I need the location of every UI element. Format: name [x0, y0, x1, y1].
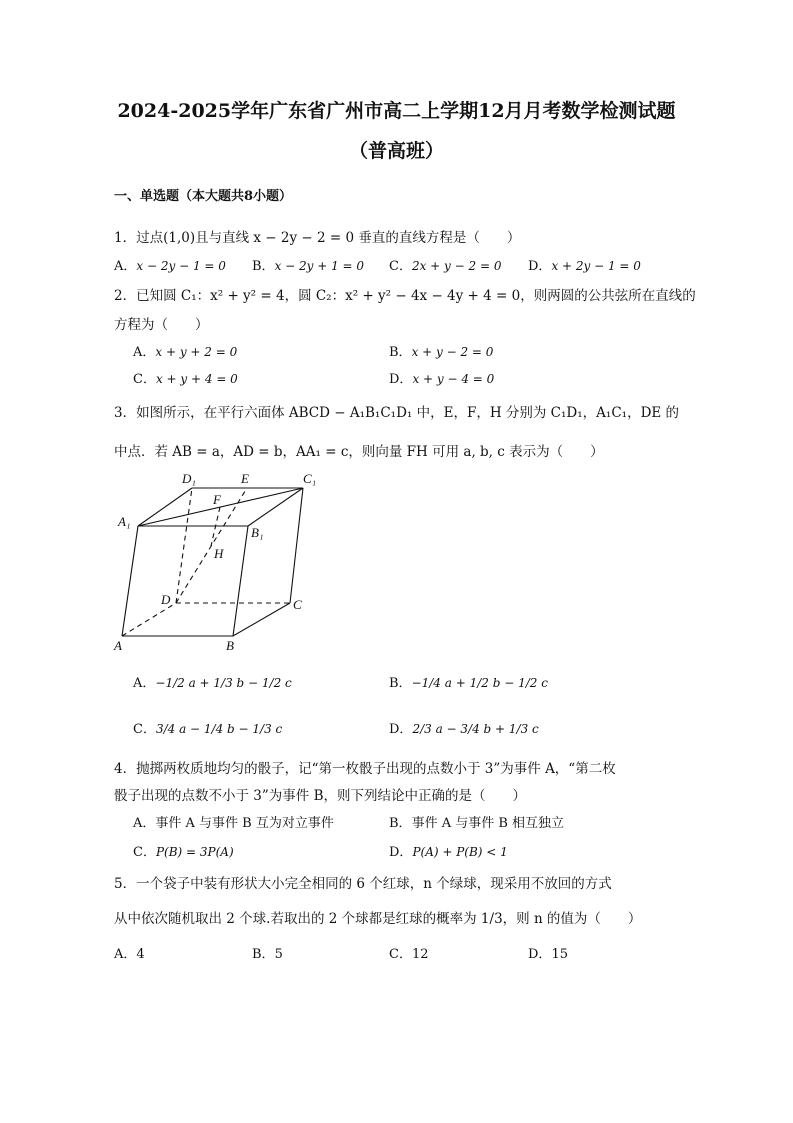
option-value: 4: [136, 947, 145, 962]
option-expr: x + y − 4 = 0: [412, 372, 495, 386]
option-expr: P(A) + P(B) < 1: [412, 845, 508, 859]
option-label: A．: [133, 345, 156, 360]
question-3-line2: 中点．若 AB = a，AD = b，AA₁ = c，则向量 FH 可用 a, b, c 表示为（ ）: [114, 444, 604, 460]
option-label: A．: [114, 947, 137, 962]
option-label: A．: [114, 259, 137, 274]
vertex-label-C: C: [293, 597, 302, 612]
q2-option-b[interactable]: [389, 341, 493, 360]
point-label-H: H: [214, 546, 224, 561]
edge-C1-C: [290, 488, 303, 603]
option-value: 15: [551, 947, 568, 962]
option-label: D．: [528, 947, 552, 962]
q5-option-c[interactable]: [389, 943, 429, 962]
option-label: C．: [133, 845, 156, 860]
page-subtitle: （普高班）: [348, 140, 444, 162]
question-3-line1: 3．如图所示，在平行六面体 ABCD − A₁B₁C₁D₁ 中，E，F，H 分别为 C₁D₁，A₁C₁，DE 的: [114, 405, 680, 421]
q2-option-d[interactable]: [389, 368, 494, 387]
edge-A1-A: [122, 526, 138, 636]
option-expr: P(B) = 3P(A): [155, 845, 234, 859]
option-expr: −1/2 a + 1/3 b − 1/2 c: [155, 676, 292, 690]
question-4-line1: 4．抛掷两枚质地均匀的骰子，记“第一枚骰子出现的点数小于 3”为事件 A，“第二枚: [114, 761, 616, 777]
q2-option-c[interactable]: [133, 368, 238, 387]
section-heading: 一、单选题（本大题共8小题）: [114, 189, 293, 204]
q4-option-d[interactable]: [389, 841, 508, 860]
q1-option-c[interactable]: [389, 255, 501, 274]
option-label: B．: [252, 259, 275, 274]
point-label-F: F: [213, 492, 221, 507]
option-label: B．: [252, 947, 275, 962]
option-label: C．: [389, 259, 412, 274]
question-4-line2: 骰子出现的点数不小于 3”为事件 B，则下列结论中正确的是（ ）: [114, 788, 526, 804]
option-label: D．: [389, 372, 413, 387]
q3-option-a[interactable]: [133, 672, 292, 691]
q1-option-b[interactable]: [252, 255, 364, 274]
option-value: 5: [274, 947, 283, 962]
q3-option-b[interactable]: [389, 672, 548, 691]
q4-option-b[interactable]: [389, 812, 564, 831]
option-expr: x + y + 4 = 0: [155, 372, 238, 386]
vertex-label-D: D: [161, 592, 171, 607]
question-5-line2: 从中依次随机取出 2 个球.若取出的 2 个球都是红球的概率为 1/3，则 n 的值为（ ）: [114, 911, 642, 927]
option-expr: x − 2y − 1 = 0: [136, 259, 226, 273]
q5-option-b[interactable]: [252, 943, 283, 962]
q2-option-a[interactable]: [133, 341, 237, 360]
vertex-label-A1: A₁: [118, 514, 131, 529]
option-expr: −1/4 a + 1/2 b − 1/2 c: [411, 676, 548, 690]
q1-option-d[interactable]: [528, 255, 641, 274]
edge-B1-B: [233, 526, 248, 636]
edge-B-C: [233, 603, 290, 636]
q1-option-a[interactable]: [114, 255, 226, 274]
q5-option-d[interactable]: [528, 943, 568, 962]
option-label: C．: [133, 372, 156, 387]
option-expr: 2x + y − 2 = 0: [411, 259, 502, 273]
option-expr: 2/3 a − 3/4 b + 1/3 c: [412, 722, 539, 736]
option-label: A．: [133, 816, 156, 831]
option-label: B．: [389, 816, 412, 831]
option-expr: 3/4 a − 1/4 b − 1/3 c: [155, 722, 283, 736]
vertex-label-D1: D₁: [182, 471, 196, 486]
edge-B1-C1: [248, 488, 303, 526]
q3-option-c[interactable]: [133, 718, 282, 737]
q4-option-c[interactable]: [133, 841, 234, 860]
option-value: 12: [411, 947, 429, 962]
point-label-E: E: [241, 471, 249, 486]
vertex-label-C1: C₁: [303, 471, 317, 486]
option-expr: x + 2y − 1 = 0: [551, 259, 641, 273]
question-5-line1: 5．一个袋子中装有形状大小完全相同的 6 个红球，n 个绿球，现采用不放回的方式: [114, 876, 612, 892]
option-expr: x + y − 2 = 0: [411, 345, 494, 359]
q5-option-a[interactable]: [114, 943, 145, 962]
question-2-line1: 2．已知圆 C₁：x² + y² = 4，圆 C₂：x² + y² − 4x − 4y + 4 = 0，则两圆的公共弦所在直线的: [114, 288, 696, 304]
vertex-label-B1: B₁: [251, 525, 264, 540]
question-2-line2: 方程为（ ）: [114, 317, 209, 333]
parallelepiped-figure: [110, 470, 330, 660]
option-label: C．: [389, 947, 412, 962]
q4-option-a[interactable]: [133, 812, 334, 831]
option-label: D．: [389, 845, 413, 860]
option-label: A．: [133, 676, 156, 691]
option-text: 事件 A 与事件 B 互为对立事件: [155, 816, 334, 831]
option-expr: x − 2y + 1 = 0: [274, 259, 365, 273]
edge-D-D1: [176, 488, 192, 603]
q3-option-d[interactable]: [389, 718, 539, 737]
option-label: D．: [389, 722, 413, 737]
option-text: 事件 A 与事件 B 相互独立: [411, 816, 565, 831]
edge-A-D: [122, 603, 176, 636]
option-label: B．: [389, 676, 412, 691]
option-label: B．: [389, 345, 412, 360]
vertex-label-B: B: [226, 638, 234, 653]
option-label: C．: [133, 722, 156, 737]
page-title: 2024-2025学年广东省广州市高二上学期12月月考数学检测试题: [117, 100, 676, 122]
option-expr: x + y + 2 = 0: [155, 345, 238, 359]
option-label: D．: [528, 259, 552, 274]
question-1-text: 1．过点(1,0)且与直线 x − 2y − 2 = 0 垂直的直线方程是（ ）: [114, 230, 521, 246]
vertex-label-A: A: [114, 638, 122, 653]
